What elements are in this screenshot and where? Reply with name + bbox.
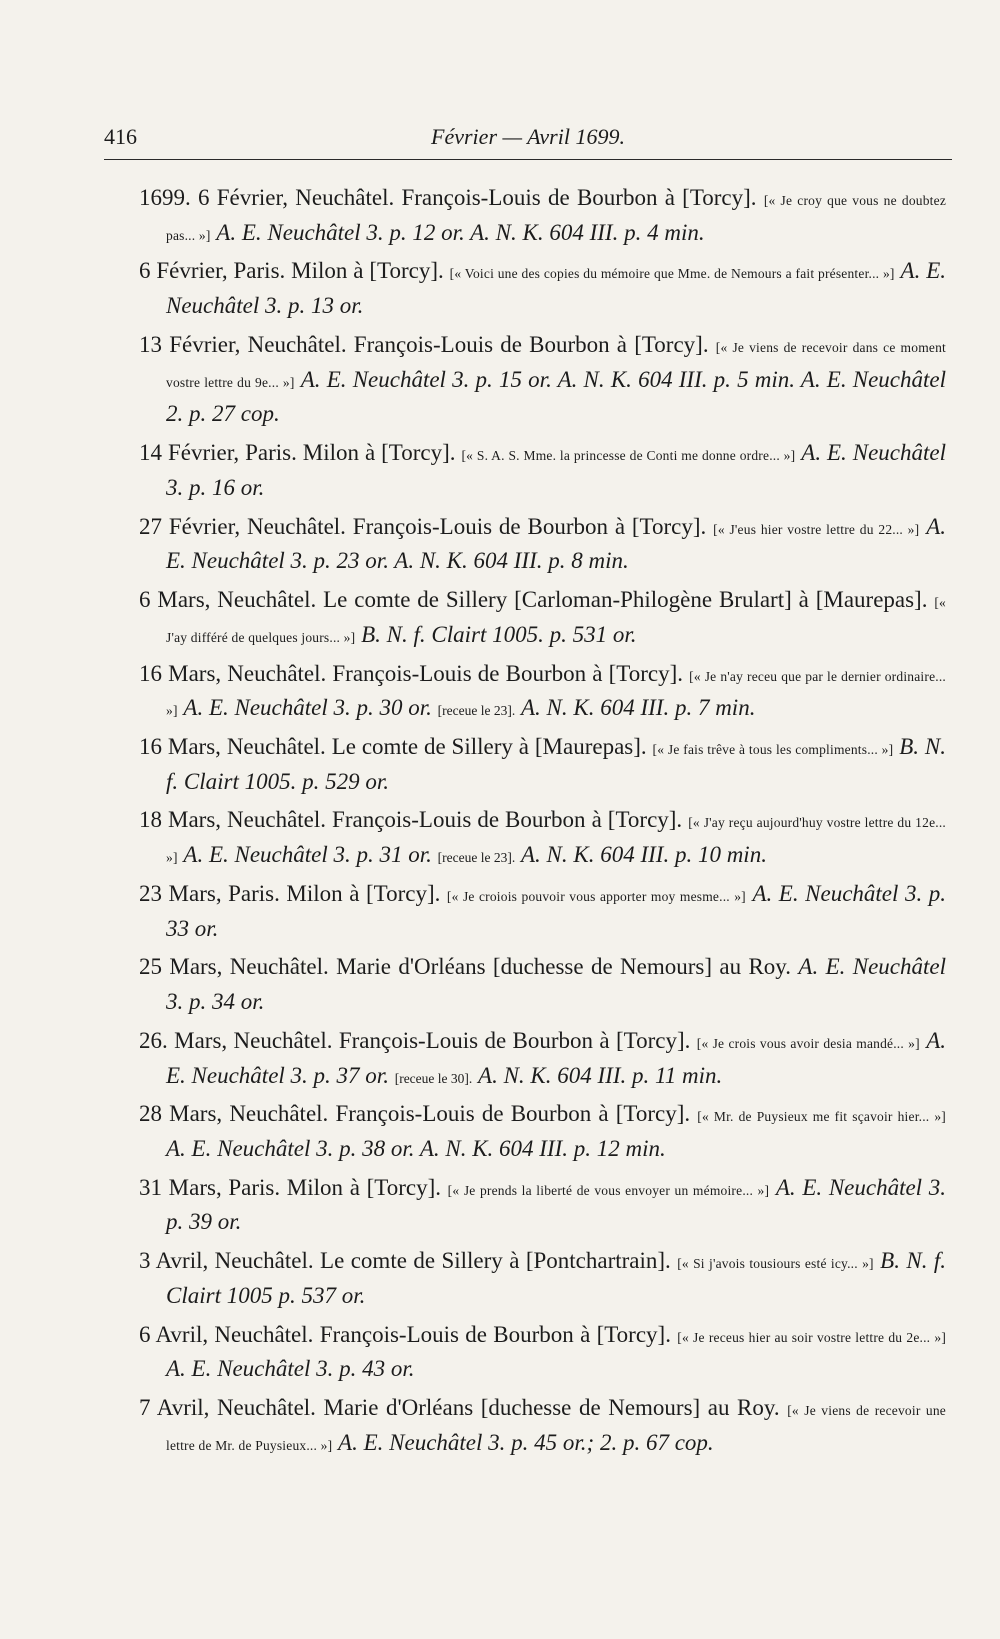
entry	[139, 511, 946, 580]
entry-reference: A. E. Neuchâtel 3. p. 45 or.; 2. p. 67 cop.	[338, 1429, 714, 1455]
entry-reference: A. E. Neuchâtel 3. p. 43 or.	[166, 1356, 415, 1382]
entry	[139, 731, 946, 800]
entry-quote: [« Je croiois pouvoir vous apporter moy mesme... »]	[446, 888, 746, 904]
entry-note: [receue le 23].	[437, 850, 516, 866]
entry-head: 7 Avril, Neuchâtel. Marie d'Orléans [duchesse de Nemours] au Roy.	[139, 1395, 780, 1421]
entry-note: [receue le 30].	[394, 1070, 473, 1086]
entry-head: 27 Février, Neuchâtel. François-Louis de Bourbon à [Torcy].	[139, 513, 707, 539]
entry-head: 3 Avril, Neuchâtel. Le comte de Sillery à [Pontchartrain].	[139, 1248, 671, 1274]
entry-head: 28 Mars, Neuchâtel. François-Louis de Bourbon à [Torcy].	[139, 1101, 691, 1127]
entry-note: [receue le 23].	[437, 703, 516, 719]
entry-quote: [« Je crois vous avoir desia mandé... »]	[696, 1035, 920, 1051]
header-rule	[104, 159, 952, 160]
entries-list	[139, 182, 946, 1466]
entry-quote: [« Je viens de recevoir dans ce moment vostre lettre du 9e... »]	[166, 339, 946, 390]
entry-quote: [« J'ay reçu aujourd'huy vostre lettre du 12e... »]	[166, 815, 946, 866]
entry	[139, 951, 946, 1020]
entry	[139, 329, 946, 433]
entry	[139, 1098, 946, 1167]
entry-reference: A. E. Neuchâtel 3. p. 15 or. A. N. K. 604 III. p. 5 min. A. E. Neuchâtel 2. p. 27 cop.	[166, 366, 946, 427]
entry	[139, 182, 946, 251]
entry	[139, 1172, 946, 1241]
entry	[139, 1245, 946, 1314]
entry-reference: B. N. f. Clairt 1005. p. 531 or.	[361, 621, 637, 647]
entry-head: 16 Mars, Neuchâtel. Le comte de Sillery à [Maurepas].	[139, 733, 647, 759]
entry-head: 6 Février, Paris. Milon à [Torcy].	[139, 258, 444, 284]
entry-head: 26. Mars, Neuchâtel. François-Louis de Bourbon à [Torcy].	[139, 1027, 691, 1053]
entry	[139, 584, 946, 653]
entry-quote: [« J'ay différé de quelques jours... »]	[166, 595, 946, 645]
entry-reference-2: A. N. K. 604 III. p. 11 min.	[478, 1062, 723, 1088]
entry-reference-2: A. N. K. 604 III. p. 7 min.	[520, 695, 756, 721]
entry-quote: [« J'eus hier vostre lettre du 22... »]	[713, 521, 920, 537]
entry-reference: A. E. Neuchâtel 3. p. 13 or.	[166, 258, 947, 319]
entry-head: 31 Mars, Paris. Milon à [Torcy].	[139, 1174, 441, 1200]
entry-reference: B. N. f. Clairt 1005 p. 537 or.	[166, 1248, 947, 1308]
entry-reference: A. E. Neuchâtel 3. p. 12 or. A. N. K. 604 III. p. 4 min.	[216, 219, 705, 245]
page-header	[104, 124, 952, 158]
entry-quote: [« Je viens de recevoir une lettre de Mr. de Puysieux... »]	[166, 1403, 947, 1453]
entry-reference: B. N. f. Clairt 1005. p. 529 or.	[166, 733, 947, 794]
entry-quote: [« Je croy que vous ne doubtez pas... »]	[166, 193, 947, 243]
running-title: Février — Avril 1699.	[431, 124, 625, 149]
entry-head: 14 Février, Paris. Milon à [Torcy].	[139, 440, 456, 466]
entry-quote: [« Je receus hier au soir vostre lettre du 2e... »]	[677, 1329, 947, 1345]
entry	[139, 804, 946, 873]
entry-reference: A. E. Neuchâtel 3. p. 16 or.	[166, 440, 946, 500]
entry-head: 16 Mars, Neuchâtel. François-Louis de Bourbon à [Torcy].	[139, 660, 683, 686]
entry-quote: [« Je prends la liberté de vous envoyer un mémoire... »]	[447, 1182, 770, 1198]
entry-quote: [« S. A. S. Mme. la princesse de Conti me donne ordre... »]	[461, 448, 796, 464]
page-number: 416	[104, 124, 137, 149]
entry-head: 1699. 6 Février, Neuchâtel. François-Louis de Bourbon à [Torcy].	[139, 185, 757, 210]
entry-reference: A. E. Neuchâtel 3. p. 31 or.	[183, 842, 432, 868]
entry	[139, 878, 946, 947]
entry	[139, 1392, 946, 1461]
entry-quote: [« Voici une des copies du mémoire que Mme. de Nemours a fait présenter... »]	[449, 266, 895, 282]
entry-reference: A. E. Neuchâtel 3. p. 30 or.	[183, 695, 432, 721]
entry-reference: A. E. Neuchâtel 3. p. 39 or.	[166, 1174, 947, 1235]
entry-head: 25 Mars, Neuchâtel. Marie d'Orléans [duchesse de Nemours] au Roy.	[139, 954, 792, 980]
entry	[139, 255, 946, 324]
entry	[139, 437, 946, 506]
entry-reference: A. E. Neuchâtel 3. p. 23 or. A. N. K. 604 III. p. 8 min.	[166, 513, 946, 574]
entry-head: 6 Avril, Neuchâtel. François-Louis de Bourbon à [Torcy].	[139, 1321, 671, 1347]
entry	[139, 1025, 946, 1094]
entry-quote: [« Je fais trêve à tous les compliments... »]	[652, 741, 894, 757]
entry	[139, 658, 946, 727]
entry-quote: [« Mr. de Puysieux me fit sçavoir hier... »]	[697, 1109, 946, 1125]
entry-head: 23 Mars, Paris. Milon à [Torcy].	[139, 880, 441, 906]
entry-head: 13 Février, Neuchâtel. François-Louis de Bourbon à [Torcy].	[139, 331, 709, 357]
entry-reference: A. E. Neuchâtel 3. p. 34 or.	[166, 954, 946, 1015]
entry	[139, 1319, 946, 1388]
entry-reference: A. E. Neuchâtel 3. p. 38 or. A. N. K. 604 III. p. 12 min.	[166, 1136, 666, 1161]
entry-reference-2: A. N. K. 604 III. p. 10 min.	[520, 842, 767, 868]
entry-head: 6 Mars, Neuchâtel. Le comte de Sillery [Carloman-Philogène Brulart] à [Maurepas].	[139, 587, 928, 613]
entry-reference: A. E. Neuchâtel 3. p. 33 or.	[166, 880, 946, 941]
entry-quote: [« Je n'ay receu que par le dernier ordinaire... »]	[166, 668, 946, 719]
entry-reference: A. E. Neuchâtel 3. p. 37 or.	[166, 1027, 946, 1088]
entry-head: 18 Mars, Neuchâtel. François-Louis de Bourbon à [Torcy].	[139, 807, 683, 833]
entry-quote: [« Si j'avois tousiours esté icy... »]	[677, 1256, 874, 1272]
